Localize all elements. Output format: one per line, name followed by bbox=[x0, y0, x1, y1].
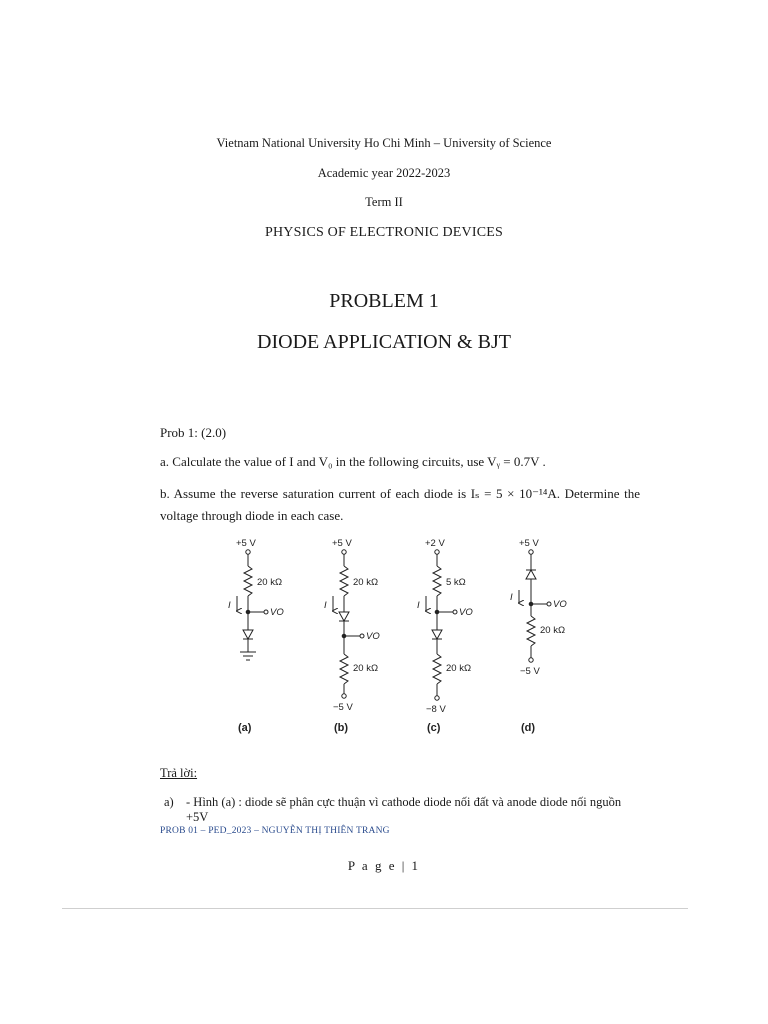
circuit-c-bottom-supply: −8 V bbox=[426, 704, 446, 715]
circuit-b-resistor-top-label: 20 kΩ bbox=[353, 577, 379, 588]
circuit-d-current-label: I bbox=[510, 592, 513, 603]
circuit-d-supply: +5 V bbox=[519, 538, 539, 549]
circuit-b-supply: +5 V bbox=[332, 538, 352, 549]
prob1-heading: Prob 1: (2.0) bbox=[160, 425, 227, 440]
circuit-d-output-label: VO bbox=[553, 599, 567, 610]
circuit-c-caption: (c) bbox=[427, 722, 441, 734]
circuit-d-resistor-label: 20 kΩ bbox=[540, 625, 566, 636]
circuit-c bbox=[426, 550, 457, 700]
circuit-d-caption: (d) bbox=[521, 722, 536, 734]
term: Term II bbox=[365, 195, 403, 209]
diode-circuits-figure bbox=[200, 536, 580, 736]
circuit-b bbox=[333, 550, 364, 698]
circuit-c-resistor-top-label: 5 kΩ bbox=[446, 577, 466, 588]
circuit-b-bottom-supply: −5 V bbox=[333, 702, 353, 713]
prob1-part-b: b. Assume the reverse saturation current of each diode is Iₛ = 5 × 10⁻¹⁴A. Determine the voltage through diode in each case. bbox=[160, 486, 640, 523]
circuit-b-output-label: VO bbox=[366, 631, 380, 642]
answer-item-a-number: a) bbox=[164, 795, 174, 809]
course-title: PHYSICS OF ELECTRONIC DEVICES bbox=[265, 225, 503, 240]
circuit-c-supply: +2 V bbox=[425, 538, 445, 549]
circuit-c-current-label: I bbox=[417, 600, 420, 611]
academic-year: Academic year 2022-2023 bbox=[317, 166, 451, 180]
footer-note: PROB 01 – PED_2023 – NGUYỄN THỊ THIÊN TRANG bbox=[160, 826, 390, 836]
circuit-a-current-label: I bbox=[228, 600, 231, 611]
answer-item-a-line1: - Hình (a) : diode sẽ phân cực thuận vì cathode diode nối đất và anode diode nối nguồn bbox=[186, 795, 622, 809]
circuit-d bbox=[519, 550, 551, 662]
circuit-c-output-label: VO bbox=[459, 607, 473, 618]
circuit-a-supply: +5 V bbox=[236, 538, 256, 549]
page-divider bbox=[62, 908, 688, 909]
circuit-b-resistor-bottom-label: 20 kΩ bbox=[353, 663, 379, 674]
page-number: P a g e | 1 bbox=[347, 858, 421, 873]
prob1-part-a: a. Calculate the value of I and V₀ in the following circuits, use Vᵧ = 0.7V . bbox=[160, 454, 546, 469]
circuit-b-caption: (b) bbox=[334, 722, 349, 734]
circuit-b-current-label: I bbox=[324, 600, 327, 611]
problem-title: PROBLEM 1 bbox=[329, 290, 439, 312]
circuit-a-resistor-label: 20 kΩ bbox=[257, 577, 283, 588]
answer-label: Trả lời: bbox=[160, 766, 198, 780]
problem-subtitle: DIODE APPLICATION & BJT bbox=[257, 331, 511, 353]
circuit-a-caption: (a) bbox=[238, 722, 252, 734]
answer-item-a-line2: +5V bbox=[186, 810, 209, 824]
circuit-c-resistor-bottom-label: 20 kΩ bbox=[446, 663, 472, 674]
circuit-d-bottom-supply: −5 V bbox=[520, 666, 540, 677]
answer-item-a bbox=[164, 795, 654, 825]
circuit-a bbox=[237, 550, 268, 660]
institution-line: Vietnam National University Ho Chi Minh – University of Science bbox=[216, 136, 552, 150]
circuit-a-output-label: VO bbox=[270, 607, 284, 618]
